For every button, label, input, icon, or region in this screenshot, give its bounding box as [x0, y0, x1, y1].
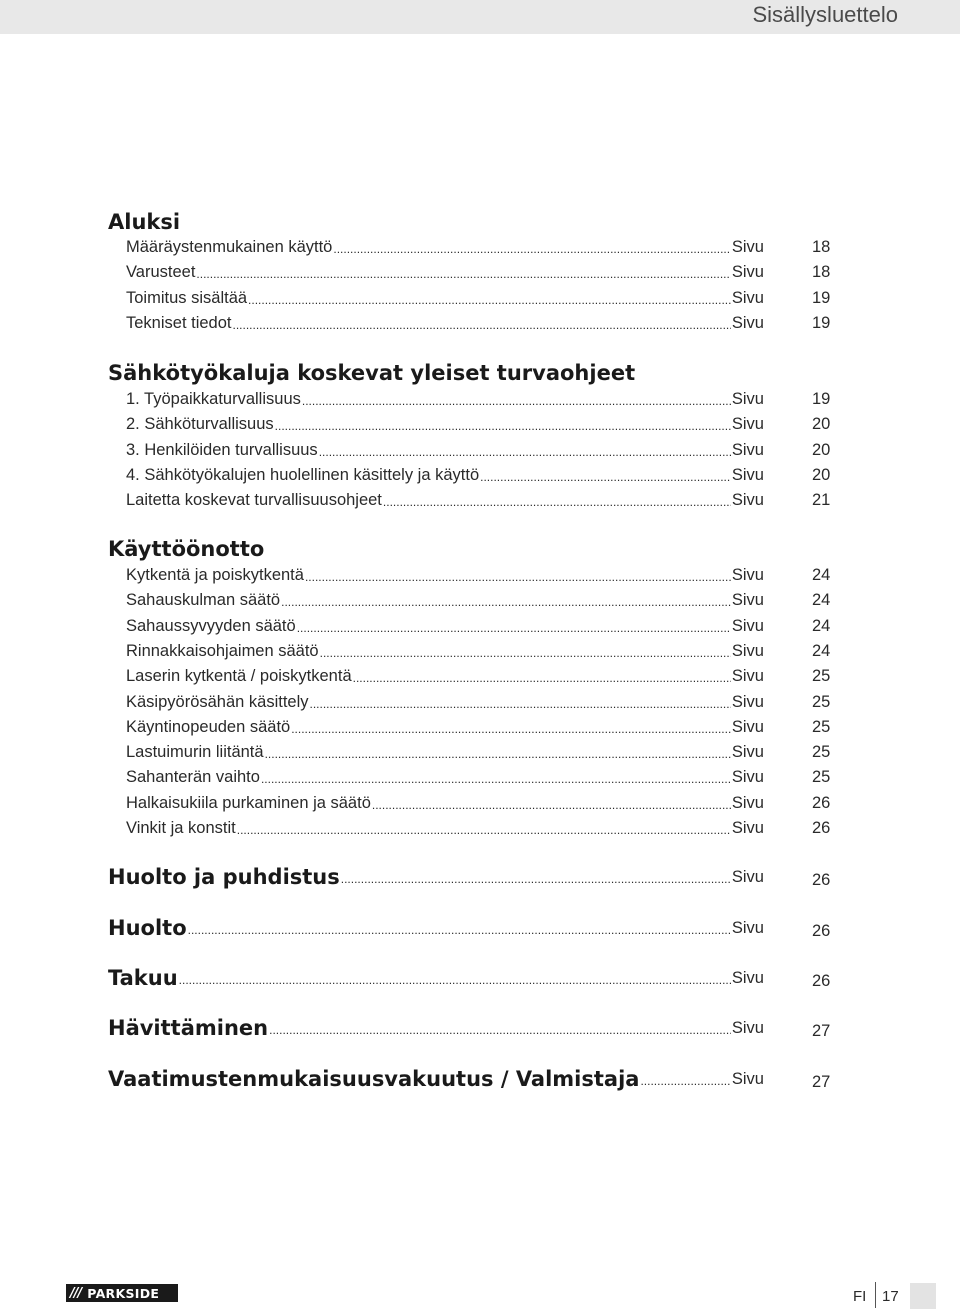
- toc-page-prefix: Sivu: [731, 743, 764, 762]
- toc-page-number: 25: [812, 717, 831, 736]
- toc-page-number: 24: [812, 566, 831, 584]
- dot-leader: [196, 266, 730, 282]
- toc-page-prefix: Sivu: [731, 415, 764, 434]
- toc-page-prefix: Sivu: [731, 591, 764, 610]
- section-heading: Sähkötyökaluja koskevat yleiset turvaohjeet: [108, 361, 636, 385]
- toc-page-number: 25: [812, 743, 831, 762]
- toc-page-prefix: Sivu: [731, 641, 764, 660]
- toc-entry[interactable]: [126, 490, 764, 510]
- toc-page-prefix: Sivu: [731, 465, 764, 484]
- toc-entry-label: Lastuimurin liitäntä: [126, 743, 264, 762]
- toc-entry[interactable]: [126, 793, 764, 813]
- toc-entry[interactable]: [126, 717, 764, 737]
- toc-major-entry[interactable]: [108, 968, 764, 988]
- dot-leader: [275, 418, 731, 434]
- toc-major-entry[interactable]: [108, 1069, 764, 1089]
- toc-page-number: 25: [812, 692, 831, 711]
- footer-divider: [875, 1282, 876, 1308]
- toc-entry[interactable]: [126, 237, 764, 257]
- dot-leader: [297, 620, 731, 636]
- toc-page-prefix: Sivu: [731, 868, 764, 886]
- toc-page-prefix: Sivu: [731, 566, 764, 584]
- dot-leader: [320, 645, 731, 661]
- toc-entry[interactable]: [126, 742, 764, 762]
- toc-page-prefix: Sivu: [731, 819, 764, 837]
- toc-page-prefix: Sivu: [731, 793, 764, 812]
- toc-major-entry[interactable]: [108, 918, 764, 938]
- toc-page-prefix: Sivu: [731, 263, 764, 282]
- toc-page-prefix: Sivu: [731, 288, 764, 307]
- toc-major-entry[interactable]: [108, 867, 764, 887]
- toc-page-number: 18: [812, 263, 831, 282]
- toc-entry[interactable]: [126, 565, 764, 585]
- toc-page-prefix: Sivu: [731, 969, 764, 987]
- dot-leader: [333, 241, 731, 257]
- page-title: Sisällysluettelo: [752, 2, 898, 27]
- toc-entry-label: Rinnakkaisohjaimen säätö: [126, 641, 319, 660]
- dot-leader: [188, 922, 731, 938]
- toc-page-prefix: Sivu: [731, 1019, 764, 1037]
- dot-leader: [248, 292, 731, 308]
- toc-entry[interactable]: [126, 692, 764, 712]
- toc-page-prefix: Sivu: [731, 717, 764, 736]
- toc-page-number: 26: [812, 793, 831, 812]
- toc-entry[interactable]: [126, 616, 764, 636]
- toc-page-prefix: Sivu: [731, 1070, 764, 1088]
- toc-entry-label: Huolto: [108, 916, 187, 940]
- toc-entry[interactable]: [126, 262, 764, 282]
- page-number: 17: [882, 1288, 899, 1305]
- toc-page-number: 20: [812, 415, 831, 434]
- toc-page-number: 26: [812, 972, 831, 990]
- toc-entry-label: Halkaisukiila purkaminen ja säätö: [126, 793, 371, 812]
- toc-entry-label: Vaatimustenmukaisuusvakuutus / Valmistaja: [108, 1067, 640, 1091]
- toc-entry-label: Määräystenmukainen käyttö: [126, 238, 333, 256]
- toc-entry-label: Kytkentä ja poiskytkentä: [126, 566, 304, 584]
- dot-leader: [232, 317, 730, 333]
- toc-page-prefix: Sivu: [731, 440, 764, 459]
- header-band: [0, 0, 960, 34]
- logo-slashes: ///: [70, 1285, 82, 1301]
- dot-leader: [269, 1022, 731, 1038]
- toc-page-prefix: Sivu: [731, 238, 764, 256]
- dot-leader: [281, 594, 731, 610]
- toc-page-prefix: Sivu: [731, 313, 764, 332]
- toc-entry[interactable]: [126, 641, 764, 661]
- toc-page-number: 27: [812, 1022, 831, 1040]
- dot-leader: [237, 822, 731, 838]
- dot-leader: [383, 494, 731, 510]
- dot-leader: [640, 1073, 730, 1089]
- toc-page-prefix: Sivu: [731, 919, 764, 937]
- toc-entry-label: Takuu: [108, 966, 178, 990]
- toc-page-number: 26: [812, 922, 831, 940]
- toc-page-prefix: Sivu: [731, 491, 764, 510]
- toc-entry-label: Huolto ja puhdistus: [108, 865, 340, 889]
- toc-entry[interactable]: [126, 818, 764, 838]
- dot-leader: [265, 746, 731, 762]
- toc-page-number: 25: [812, 667, 831, 686]
- toc-entry-label: Tekniset tiedot: [126, 313, 232, 332]
- toc-entry-label: 4. Sähkötyökalujen huolellinen käsittely ja käyttö: [126, 465, 480, 484]
- dot-leader: [341, 871, 731, 887]
- toc-entry-label: Laitetta koskevat turvallisuusohjeet: [126, 491, 382, 510]
- language-code: FI: [853, 1288, 867, 1305]
- toc-entry-label: Hävittäminen: [108, 1016, 269, 1040]
- toc-page-number: 19: [812, 288, 831, 307]
- toc-entry[interactable]: [126, 389, 764, 409]
- toc-entry-label: Sahauskulman säätö: [126, 591, 281, 610]
- dot-leader: [305, 569, 731, 585]
- toc-entry[interactable]: [126, 288, 764, 308]
- toc-page-number: 19: [812, 313, 831, 332]
- toc-entry-label: Sahanterän vaihto: [126, 768, 260, 787]
- section-heading: Aluksi: [108, 210, 181, 234]
- toc-page-number: 20: [812, 465, 831, 484]
- toc-page-prefix: Sivu: [731, 390, 764, 408]
- toc-page-prefix: Sivu: [731, 667, 764, 686]
- toc-page-number: 19: [812, 390, 831, 408]
- toc-page-prefix: Sivu: [731, 616, 764, 635]
- dot-leader: [310, 696, 731, 712]
- toc-entry-label: Sahaussyvyyden säätö: [126, 616, 296, 635]
- toc-entry-label: Vinkit ja konstit: [126, 819, 236, 837]
- dot-leader: [319, 444, 731, 460]
- toc-entry-label: Varusteet: [126, 263, 196, 282]
- toc-entry-label: Käyntinopeuden säätö: [126, 717, 291, 736]
- dot-leader: [261, 771, 731, 787]
- toc-page-number: 18: [812, 238, 831, 256]
- dot-leader: [302, 393, 731, 409]
- toc-page-number: 24: [812, 641, 831, 660]
- toc-entry[interactable]: [126, 313, 764, 333]
- toc-entry-label: 2. Sähköturvallisuus: [126, 415, 274, 434]
- toc-page-number: 26: [812, 819, 831, 837]
- toc-page-prefix: Sivu: [731, 692, 764, 711]
- toc-page-number: 25: [812, 768, 831, 787]
- toc-page-number: 24: [812, 616, 831, 635]
- toc-entry-label: 1. Työpaikkaturvallisuus: [126, 390, 301, 408]
- toc-page-number: 20: [812, 440, 831, 459]
- toc-entry-label: Toimitus sisältää: [126, 288, 248, 307]
- toc-entry[interactable]: [126, 440, 764, 460]
- toc-page-number: 21: [812, 491, 831, 510]
- toc-entry[interactable]: [126, 767, 764, 787]
- toc-entry-label: Käsipyörösähän käsittely: [126, 692, 309, 711]
- dot-leader: [372, 797, 731, 813]
- parkside-logo: [66, 1284, 178, 1302]
- toc-entry-label: Laserin kytkentä / poiskytkentä: [126, 667, 352, 686]
- toc-entry[interactable]: [126, 666, 764, 686]
- toc-entry[interactable]: [126, 465, 764, 485]
- toc-major-entry[interactable]: [108, 1018, 764, 1038]
- toc-page-prefix: Sivu: [731, 768, 764, 787]
- section-heading: Käyttöönotto: [108, 537, 265, 561]
- toc-page-number: 24: [812, 591, 831, 610]
- footer-tab-marker: [910, 1283, 936, 1309]
- toc-page-number: 27: [812, 1073, 831, 1091]
- toc-page-number: 26: [812, 871, 831, 889]
- dot-leader: [480, 469, 731, 485]
- toc-entry[interactable]: [126, 590, 764, 610]
- dot-leader: [353, 670, 731, 686]
- toc-entry[interactable]: [126, 414, 764, 434]
- dot-leader: [291, 721, 731, 737]
- toc-entry-label: 3. Henkilöiden turvallisuus: [126, 440, 318, 459]
- dot-leader: [179, 972, 731, 988]
- logo-brand-text: PARKSIDE: [87, 1285, 160, 1301]
